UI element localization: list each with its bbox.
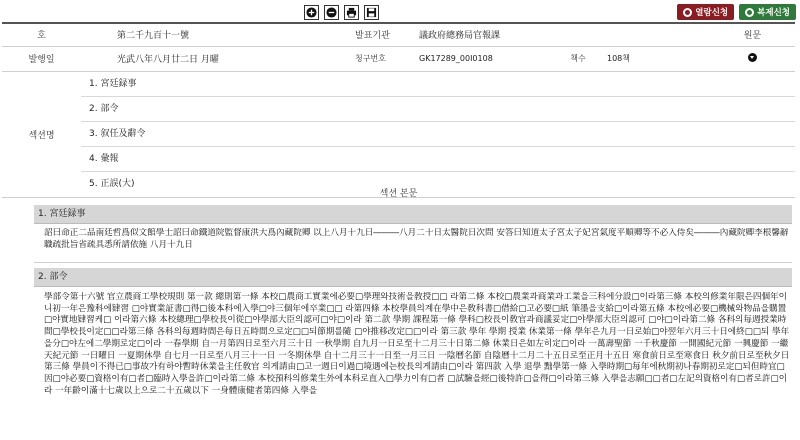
section-text: 詔曰命正二品南廷哲爲似文館學士詔曰命鐵道院監督康洪大爲內藏院卿 以上八月十九日―――八月二十日太醫院日次問 安答曰知道太子宮太子妃宮氣度平順卿等不必入侍矣―――內藏院卿李根馨辭職疏批旨省疏具悉所請依施 八月十九日 xyxy=(44,228,789,250)
date-value: 光武八年八月廿二日 月曜 xyxy=(81,46,349,71)
publisher-label: 발표기관 xyxy=(349,23,413,46)
original-label: 원문 xyxy=(710,23,795,46)
copy-request-icon xyxy=(745,8,754,17)
body-title: 섹션 본문 xyxy=(379,189,418,199)
toc-item[interactable]: 2. 部令 xyxy=(81,97,795,122)
issue-value: 第二千九百十一號 xyxy=(81,23,349,46)
issue-label: 호 xyxy=(2,23,81,46)
pages-value: 108책 xyxy=(603,46,710,71)
section-divider xyxy=(34,262,792,263)
section-heading: 2. 部令 xyxy=(34,268,792,287)
toc-item[interactable]: 1. 宮廷録事 xyxy=(81,72,795,97)
viewer-toolbar xyxy=(0,0,800,22)
zoom-in-icon[interactable] xyxy=(304,5,319,20)
copy-request-button[interactable] xyxy=(739,4,796,20)
date-label: 발행일 xyxy=(2,46,81,71)
toolbar-icon-group xyxy=(304,5,379,20)
publisher-value: 議政府總務局官報課 xyxy=(413,23,710,46)
view-request-label: 열람신청 xyxy=(695,8,729,18)
save-icon[interactable] xyxy=(364,5,379,20)
download-icon[interactable] xyxy=(748,53,757,62)
view-request-button[interactable] xyxy=(677,4,734,20)
request-button-group xyxy=(677,4,796,20)
toc-item[interactable]: 4. 彙報 xyxy=(81,147,795,172)
toc-item[interactable]: 3. 叙任及辭令 xyxy=(81,122,795,147)
zoom-out-icon[interactable] xyxy=(324,5,339,20)
toc-item[interactable]: 5. 正誤(大) xyxy=(89,178,135,189)
toc-label: 섹션명 xyxy=(2,71,81,197)
copy-request-label: 복제신청 xyxy=(757,8,790,18)
view-request-icon xyxy=(683,8,692,17)
section-heading: 1. 宮廷録事 xyxy=(34,205,792,224)
pages-label: 책수 xyxy=(553,46,603,71)
call-no-value: GK17289_00I0108 xyxy=(413,46,553,71)
metadata-table xyxy=(2,22,795,198)
section-text: 學部令第十六號 官立農商工學校規則 第一款 總則第一條 本校□農商工實業에必要□學理와技術을敎授□□ 라第二條 本校□農業과商業과工業을三科에分設□이라第三條 本校의修業年限은四個年이니初一年은豫科에肄習 □야實業証書□得□後本科에入學□야三個年에卒業□□ 라第四條 本校學員의계在學中은敎科書□借給□고必要□紙 筆墨을支給□이라第五條 本校에必要□機械와物品을購置□야實地肄習케□ 이라第六條 本校總理□學校長이從□야學部大臣의認可□야□이라 第二款 學期 課程第一條 學科□校長이敎官과商議妥定□야學部大臣의認可 □야□이라第二條 各科의每週授業時間□學校長이定□□라第三條 各科의每週時間은每日五時間으로定□□되節期를隨 □야推移改定□□이라 第三款 學年 學期 授業 休業第一條 學年은九月一日로始□야翌年六月三十日에終□□되 學年을分□야左에二學期로定□이라 一春學期 自一月第四日로至六月三十日 一秋學期 自九月一日로至十二月三十日第二條 休業日은如左히定□이라 一萬壽聖節 一千秋慶節 一開國紀元節 一興慶節 一繼天紀元節 一日曜日 一夏期休學 自七月一日로至八月三十一日 一冬期休學 自十二月三十一日至一月三日 一陰曆名節 自陰曆十二月二十五日로至正月十五日 寒食前日로至寒食日 秋夕前日로至秋夕日第三條 學員이不得已□事故가有하야暫時休業을主任敎官 의게請由□고一週日이過□境遇에는校長의게請由□이라 第四款 入學 退學 黜學第一條 入學時期□每年에秋期初나春期初로定□되但時宜□因□야必要□資格이有□者□臨時入學을許□이라第二條 本校預科의修業生外에本科로直入□學力이有□者 □試驗을經□後特許□을得□이라第三條 入學을志願□□者□左記의資格이有□者로許□이 라 一年齡이滿十七歲以上으로二十五歲以下 一身體康健者第四條 入學을 xyxy=(44,292,790,396)
toc-list xyxy=(81,71,795,197)
print-icon[interactable] xyxy=(344,5,359,20)
call-no-label: 청구번호 xyxy=(349,46,413,71)
original-download-cell xyxy=(710,46,795,71)
